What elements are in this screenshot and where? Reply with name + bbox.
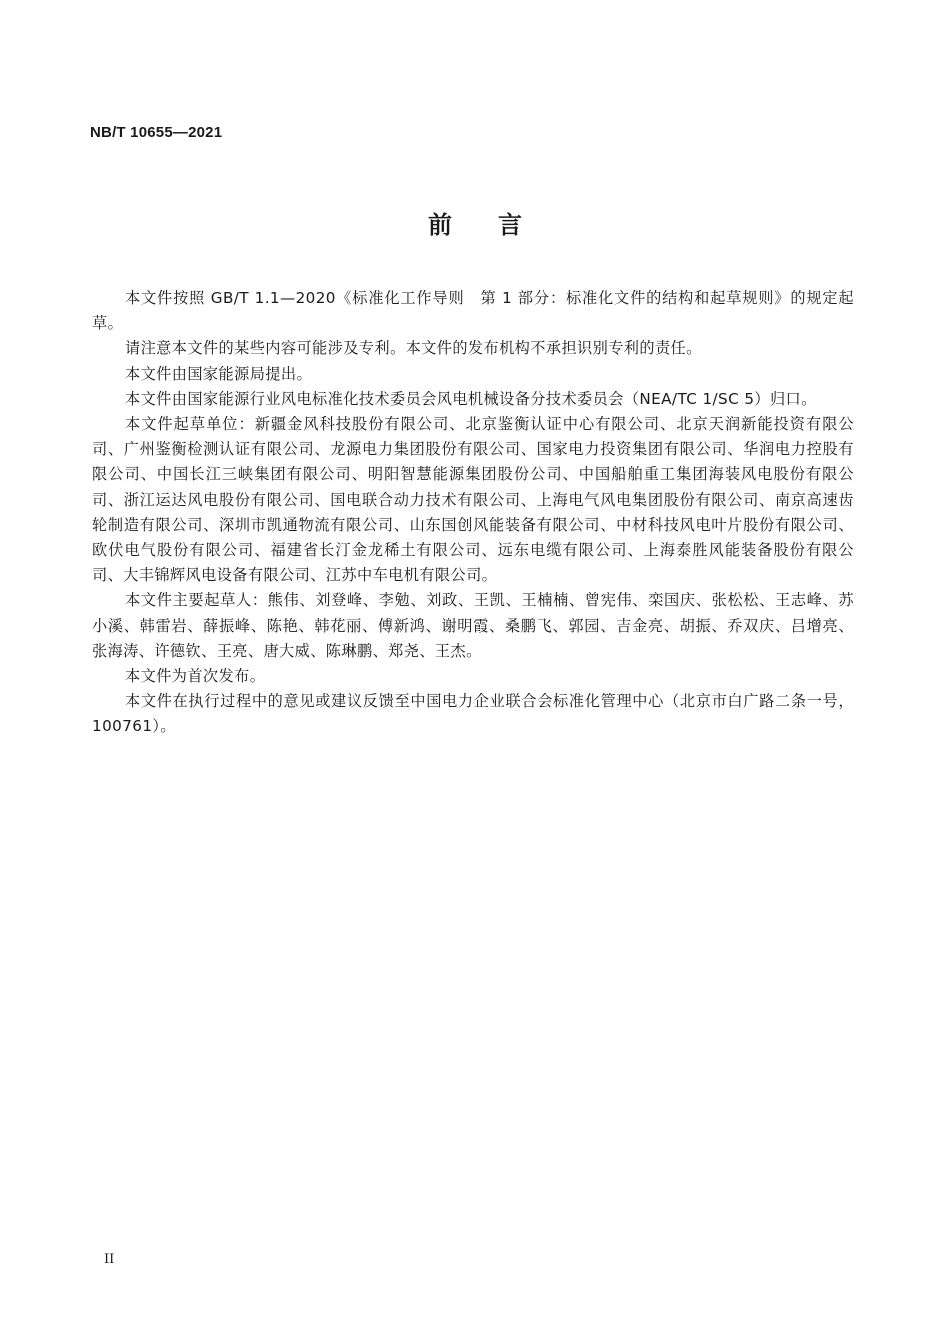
paragraph-feedback: 本文件在执行过程中的意见或建议反馈至中国电力企业联合会标准化管理中心（北京市白广路二条一号，100761）。	[92, 692, 854, 736]
paragraph-committee: 本文件由国家能源行业风电标准化技术委员会风电机械设备分技术委员会（NEA/TC 1/SC 5）归口。	[125, 389, 817, 408]
paragraph-drafting-rules: 本文件按照 GB/T 1.1—2020《标准化工作导则 第 1 部分：标准化文件的结构和起草规则》的规定起草。	[92, 289, 854, 333]
foreword-body	[92, 286, 854, 740]
document-code: NB/T 10655—2021	[90, 124, 223, 141]
paragraph-patent-notice: 请注意本文件的某些内容可能涉及专利。本文件的发布机构不承担识别专利的责任。	[125, 339, 702, 358]
paragraph-proposer: 本文件由国家能源局提出。	[125, 364, 313, 383]
paragraph-drafting-units: 本文件起草单位：新疆金风科技股份有限公司、北京鉴衡认证中心有限公司、北京天润新能投资有限公司、广州鉴衡检测认证有限公司、龙源电力集团股份有限公司、国家电力投资集团有限公司、华润电力控股有限公司、中国长江三峡集团有限公司、明阳智慧能源集团股份公司、中国船舶重工集团海装风电股份有限公司、浙江运达风电股份有限公司、国电联合动力技术有限公司、上海电气风电集团股份有限公司、南京高速齿轮制造有限公司、深圳市凯通物流有限公司、山东国创风能装备有限公司、中材科技风电叶片股份有限公司、欧伏电气股份有限公司、福建省长汀金龙稀土有限公司、远东电缆有限公司、上海泰胜风能装备股份有限公司、大丰锦辉风电设备有限公司、江苏中车电机有限公司。	[92, 415, 854, 585]
paragraph-drafters: 本文件主要起草人：熊伟、刘登峰、李勉、刘政、王凯、王楠楠、曾宪伟、栾国庆、张松松、王志峰、苏小溪、韩雷岩、薛振峰、陈艳、韩花丽、傅新鸿、谢明霞、桑鹏飞、郭园、吉金亮、胡振、乔双庆、吕增亮、张海涛、许德钦、王亮、唐大威、陈琳鹏、郑尧、王杰。	[92, 591, 854, 660]
paragraph-first-release: 本文件为首次发布。	[125, 667, 266, 686]
section-title: 前言	[428, 211, 568, 239]
page-number: II	[104, 1252, 115, 1267]
